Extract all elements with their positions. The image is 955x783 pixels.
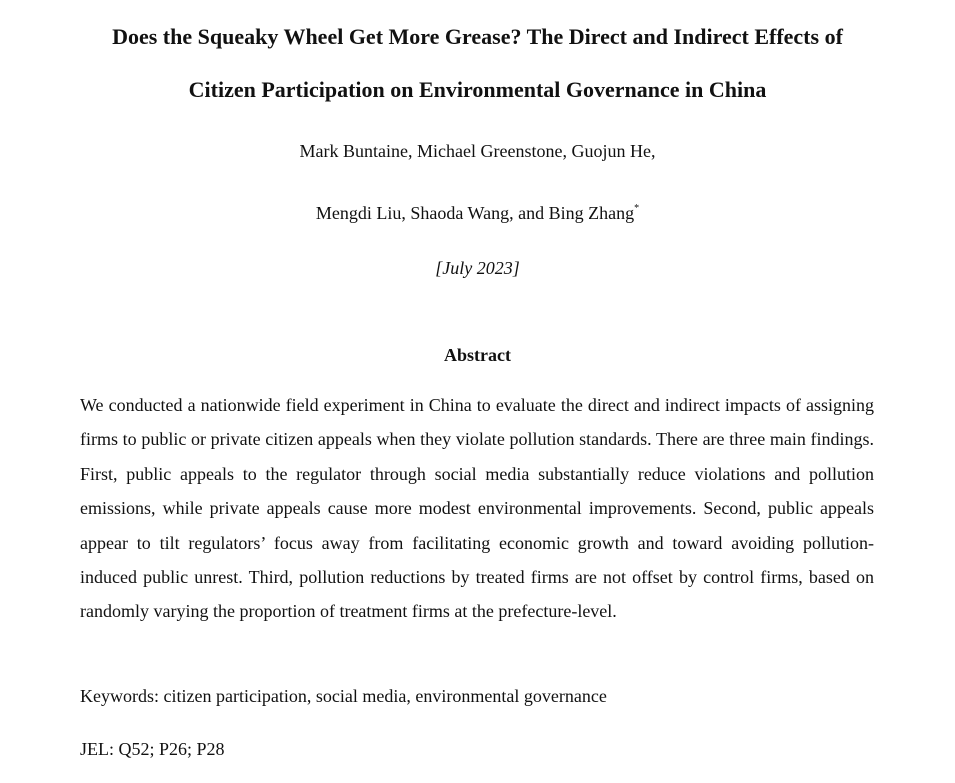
author-footnote-marker[interactable]: * (634, 203, 640, 214)
abstract-heading: Abstract (444, 345, 511, 365)
authors-names-1: Mark Buntaine, Michael Greenstone, Guojun He, (299, 141, 656, 161)
authors-line-2 (0, 201, 955, 225)
paper-title-line-2: Citizen Participation on Environmental Governance in China (188, 77, 767, 102)
jel-codes: JEL: Q52; P26; P28 (80, 739, 225, 759)
keywords: Keywords: citizen participation, social media, environmental governance (80, 686, 607, 706)
authors-names-2: Mengdi Liu, Shaoda Wang, and Bing Zhang (315, 203, 635, 223)
authors-line-1 (0, 139, 955, 163)
abstract-text: We conducted a nationwide field experiment in China to evaluate the direct and indirect impacts of assigning firms to public or private citizen appeals when they violate pollution standards. There are three main findings. First, public appeals to the regulator through social media substantially reduce violations and pollution emissions, while private appeals cause more modest environmental improvements. Second, public appeals appear to tilt regulators’ focus away from facilitating economic growth and toward avoiding pollution-induced public unrest. Third, pollution reductions by treated firms are not offset by control firms, based on randomly varying the proportion of treatment firms at the prefecture-level. (80, 395, 874, 622)
paper-date: [July 2023] (435, 258, 520, 278)
paper-title-line-1: Does the Squeaky Wheel Get More Grease? The Direct and Indirect Effects of (112, 24, 843, 49)
